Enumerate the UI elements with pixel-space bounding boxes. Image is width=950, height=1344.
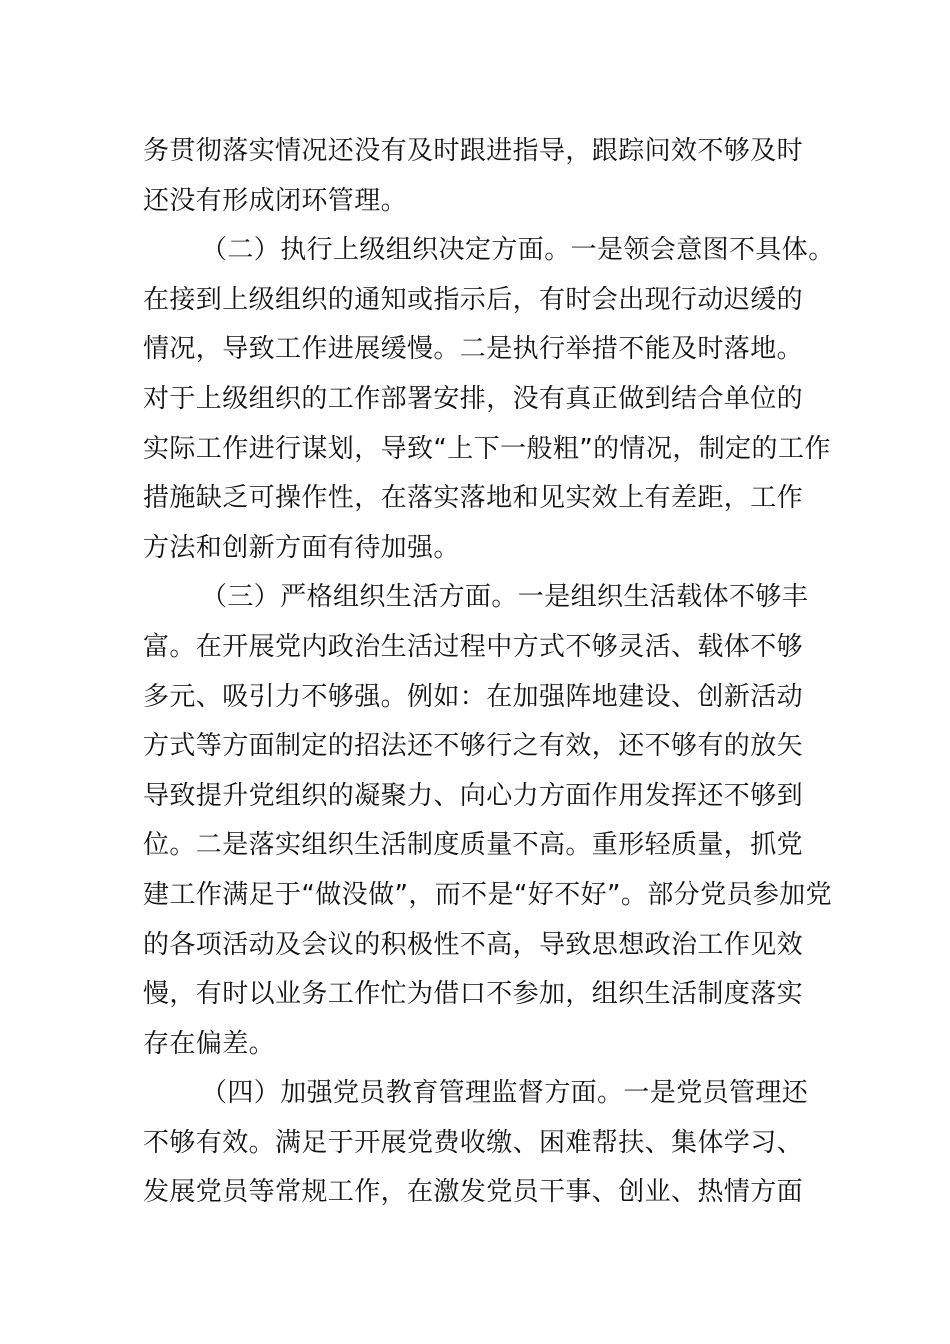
text-line: 情况，导致工作进展缓慢。二是执行举措不能及时落地。: [143, 334, 804, 365]
section-heading-line: （四）加强党员教育管理监督方面。一是党员管理还: [201, 1078, 809, 1109]
text-line: 建工作满足于“做没做”，而不是“好不好”。部分党员参加党: [143, 879, 833, 910]
text-line: 存在偏差。: [143, 1028, 276, 1059]
text-line: 方法和创新方面有待加强。: [143, 532, 460, 563]
text-line: 还没有形成闭环管理。: [143, 185, 408, 216]
text-line: 不够有效。满足于开展党费收缴、困难帮扶、集体学习、: [143, 1127, 804, 1158]
text-line: 措施缺乏可操作性，在落实落地和见实效上有差距，工作: [143, 483, 804, 514]
section-heading-line: （二）执行上级组织决定方面。一是领会意图不具体。: [201, 235, 835, 266]
text-line: 慢，有时以业务工作忙为借口不参加，组织生活制度落实: [143, 979, 804, 1010]
text-line: 方式等方面制定的招法还不够行之有效，还不够有的放矢: [143, 731, 804, 762]
text-line: 发展党员等常规工作，在激发党员干事、创业、热情方面: [143, 1177, 804, 1208]
section-heading-line: （三）严格组织生活方面。一是组织生活载体不够丰: [201, 582, 809, 613]
text-line: 的各项活动及会议的积极性不高，导致思想政治工作见效: [143, 929, 804, 960]
document-body: [143, 127, 835, 1218]
text-line: 务贯彻落实情况还没有及时跟进指导，跟踪问效不够及时: [143, 136, 804, 166]
text-line: 多元、吸引力不够强。例如：在加强阵地建设、创新活动: [143, 681, 804, 712]
text-line: 导致提升党组织的凝聚力、向心力方面作用发挥还不够到: [143, 780, 804, 811]
text-line: 对于上级组织的工作部署安排，没有真正做到结合单位的: [143, 383, 804, 414]
text-line: 富。在开展党内政治生活过程中方式不够灵活、载体不够: [143, 631, 804, 662]
text-line: 在接到上级组织的通知或指示后，有时会出现行动迟缓的: [143, 284, 804, 315]
text-line: 实际工作进行谋划，导致“上下一般粗”的情况，制定的工作: [143, 433, 831, 464]
text-line: 位。二是落实组织生活制度质量不高。重形轻质量，抓党: [143, 830, 804, 861]
